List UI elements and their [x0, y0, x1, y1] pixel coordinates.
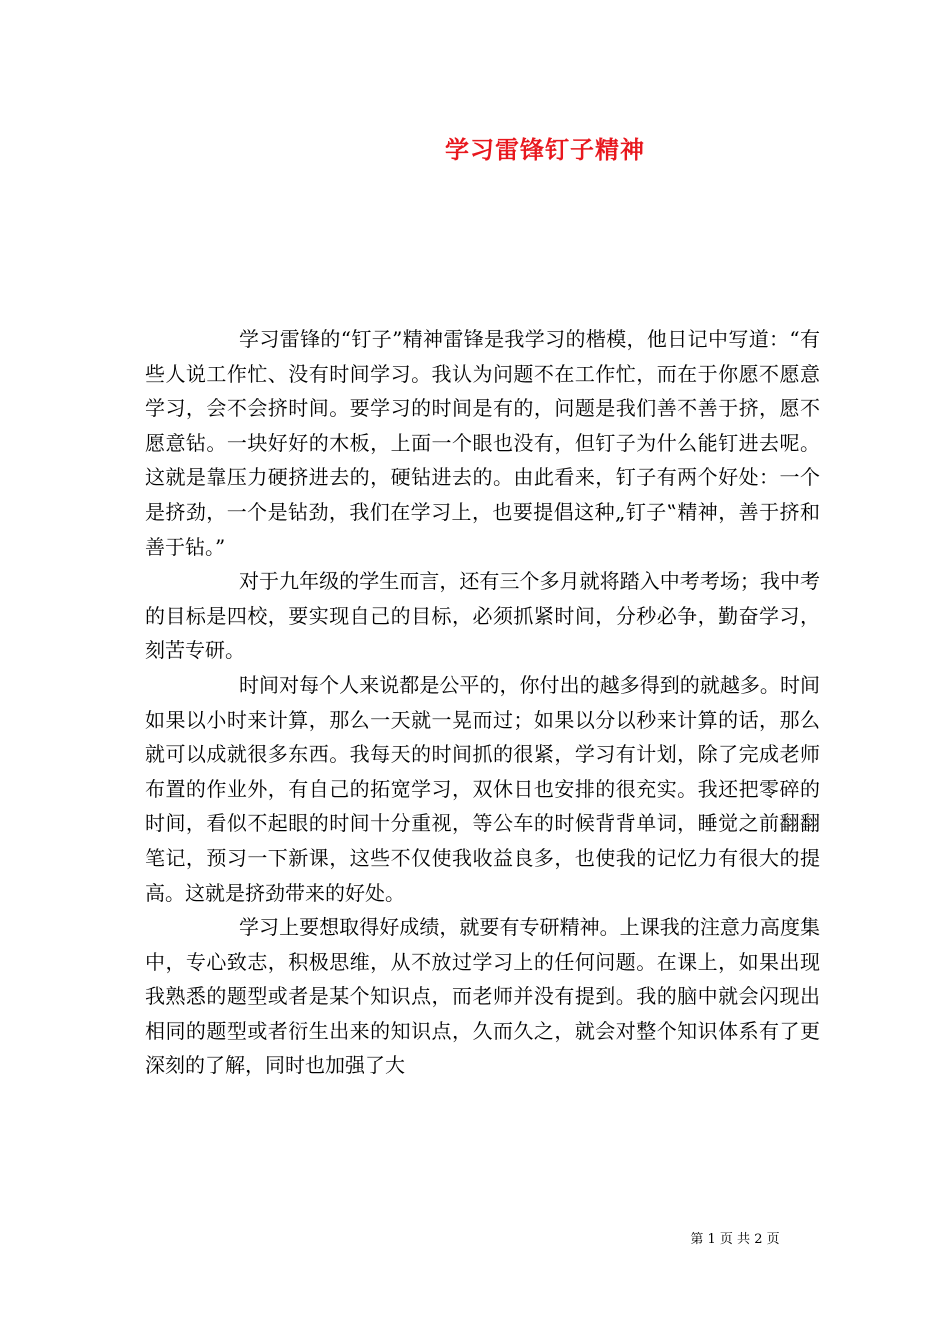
paragraph: 学习雷锋的“钉子”精神雷锋是我学习的楷模，他日记中写道：“有些人说工作忙、没有时间学习。我认为问题不在工作忙，而在于你愿不愿意学习，会不会挤时间。要学习的时间是有的，问题是我们善不善于挤，愿不愿意钻。一块好好的木板，上面一个眼也没有，但钉子为什么能钉进去呢。这就是靠压力硬挤进去的，硬钻进去的。由此看来，钉子有两个好处：一个是挤劲，一个是钻劲，我们在学习上，也要提倡这种„钉子‟精神，善于挤和善于钻。” — [145, 327, 820, 559]
document-title: 学习雷锋钉子精神 — [445, 135, 645, 164]
document-body — [145, 322, 820, 1083]
paragraph: 对于九年级的学生而言，还有三个多月就将踏入中考考场；我中考的目标是四校，要实现自己的目标，必须抓紧时间，分秒必争，勤奋学习，刻苦专研。 — [145, 569, 820, 663]
page-number-footer: 第 1 页 共 2 页 — [690, 1232, 780, 1247]
paragraph: 学习上要想取得好成绩，就要有专研精神。上课我的注意力高度集中，专心致志，积极思维，从不放过学习上的任何问题。在课上，如果出现我熟悉的题型或者是某个知识点，而老师并没有提到。我的脑中就会闪现出相同的题型或者衍生出来的知识点，久而久之，就会对整个知识体系有了更深刻的了解，同时也加强了大 — [145, 915, 820, 1078]
paragraph: 时间对每个人来说都是公平的，你付出的越多得到的就越多。时间如果以小时来计算，那么一天就一晃而过；如果以分以秒来计算的话，那么就可以成就很多东西。我每天的时间抓的很紧，学习有计划，除了完成老师布置的作业外，有自己的拓宽学习，双休日也安排的很充实。我还把零碎的时间，看似不起眼的时间十分重视，等公车的时候背背单词，睡觉之前翻翻笔记，预习一下新课，这些不仅使我收益良多，也使我的记忆力有很大的提高。这就是挤劲带来的好处。 — [145, 672, 820, 905]
